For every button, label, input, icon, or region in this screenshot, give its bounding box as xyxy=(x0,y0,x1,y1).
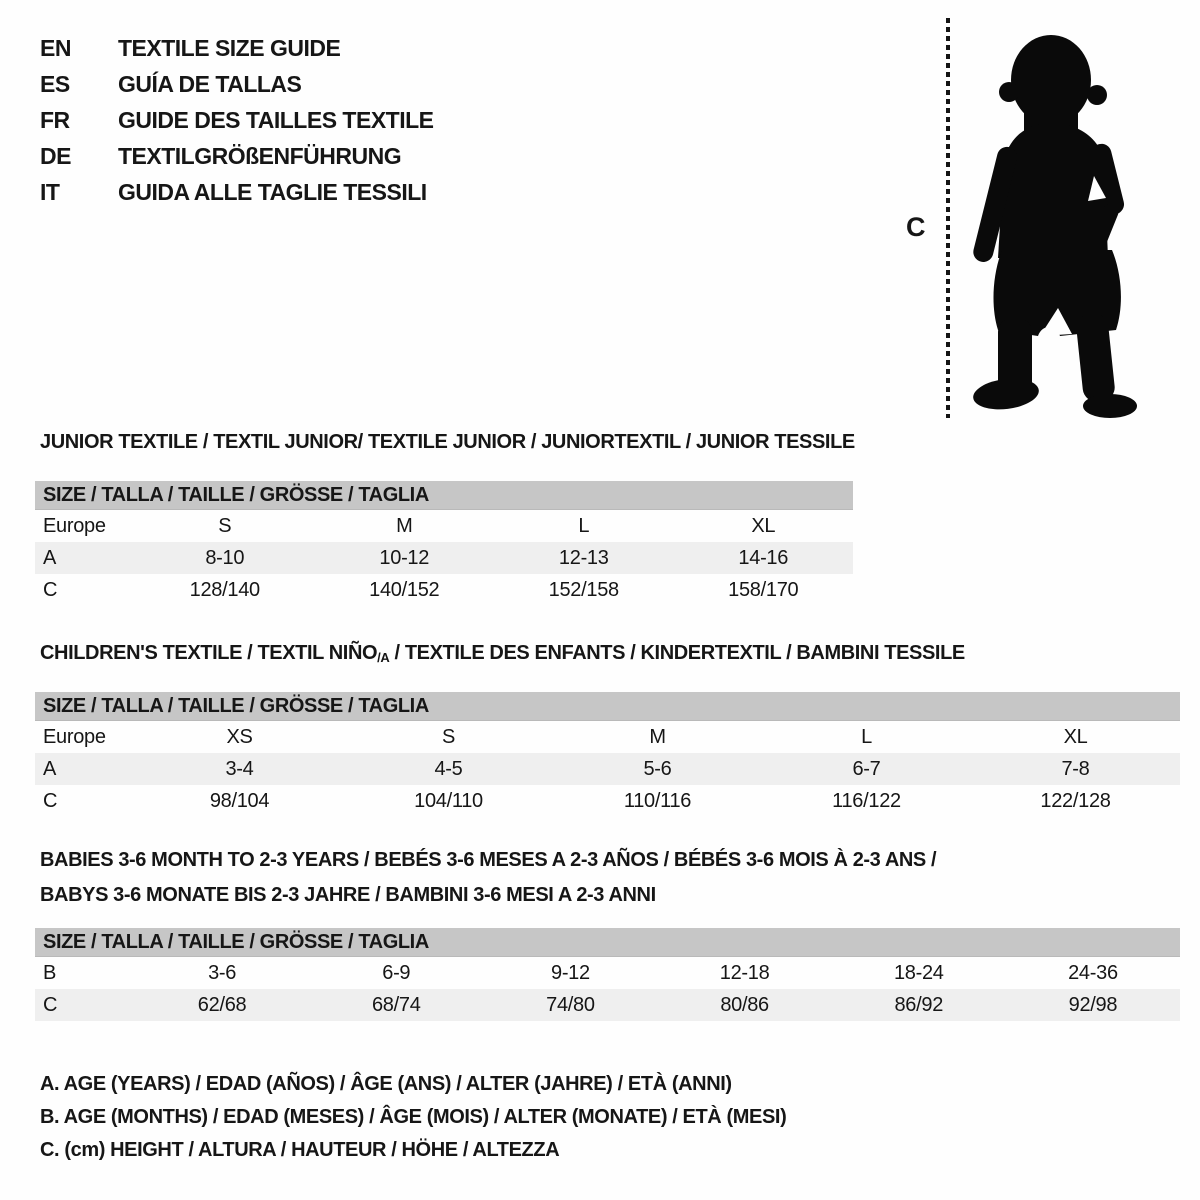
table-row-europe xyxy=(35,510,853,542)
language-row-es xyxy=(40,66,434,102)
table-cell: M xyxy=(649,725,666,748)
language-code: DE xyxy=(40,142,71,169)
legend-line-b: B. AGE (MONTHS) / EDAD (MESES) / ÂGE (MOIS) / ALTER (MONATE) / ETÀ (MESI) xyxy=(40,1106,787,1128)
language-code: IT xyxy=(40,178,60,205)
language-row-de xyxy=(40,138,434,174)
table-cell: 4-5 xyxy=(434,757,463,780)
table-cell: 140/152 xyxy=(369,578,440,601)
table-cell: 9-12 xyxy=(551,961,590,984)
language-row-en xyxy=(40,30,434,66)
language-label: GUÍA DE TALLAS xyxy=(118,70,302,97)
table-cell: 3-4 xyxy=(225,757,254,780)
junior-section-title: JUNIOR TEXTILE / TEXTIL JUNIOR/ TEXTILE JUNIOR / JUNIORTEXTIL / JUNIOR TESSILE xyxy=(40,431,855,453)
table-row-b xyxy=(35,957,1180,989)
table-cell: L xyxy=(578,514,590,537)
toddler-silhouette-image xyxy=(958,18,1140,418)
children-section-title xyxy=(40,642,965,665)
table-cell: S xyxy=(441,725,456,748)
table-cell: XS xyxy=(226,725,253,748)
row-label: B xyxy=(43,961,57,984)
row-label: C xyxy=(43,993,58,1016)
table-cell: 104/110 xyxy=(414,789,483,812)
language-code: FR xyxy=(40,106,70,133)
table-cell: 86/92 xyxy=(894,993,944,1016)
table-cell: M xyxy=(396,514,413,537)
table-cell: L xyxy=(861,725,872,748)
children-title-post: / TEXTILE DES ENFANTS / KINDERTEXTIL / BAMBINI TESSILE xyxy=(389,642,965,664)
table-cell: XL xyxy=(751,514,776,537)
table-cell: 122/128 xyxy=(1040,789,1111,812)
size-header-row: SIZE / TALLA / TAILLE / GRÖSSE / TAGLIA xyxy=(35,692,1180,721)
legend-line-c: C. (cm) HEIGHT / ALTURA / HAUTEUR / HÖHE / ALTEZZA xyxy=(40,1139,560,1161)
language-code: EN xyxy=(40,34,71,61)
row-label: C xyxy=(43,789,58,812)
row-label: A xyxy=(43,757,57,780)
table-cell: 80/86 xyxy=(720,993,769,1016)
language-row-it xyxy=(40,174,434,210)
table-cell: 68/74 xyxy=(371,993,421,1016)
table-cell: 116/122 xyxy=(832,789,901,812)
table-cell: 12-13 xyxy=(558,546,609,569)
table-cell: 5-6 xyxy=(643,757,672,780)
table-cell: 7-8 xyxy=(1061,757,1090,780)
row-label: Europe xyxy=(43,514,106,537)
table-row-europe xyxy=(35,721,1180,753)
language-label: TEXTILGRÖßENFÜHRUNG xyxy=(118,142,402,169)
size-header-row: SIZE / TALLA / TAILLE / GRÖSSE / TAGLIA xyxy=(35,481,853,510)
table-cell: 62/68 xyxy=(197,993,247,1016)
babies-size-table xyxy=(35,928,1180,1021)
row-label: A xyxy=(43,546,57,569)
height-measure-label: C xyxy=(906,212,926,242)
babies-section-title-line2: BABYS 3-6 MONATE BIS 2-3 JAHRE / BAMBINI 3-6 MESI A 2-3 ANNI xyxy=(40,884,656,906)
junior-size-table xyxy=(35,481,853,606)
language-code: ES xyxy=(40,70,70,97)
table-cell: 98/104 xyxy=(209,789,270,812)
table-row-a xyxy=(35,753,1180,785)
table-cell: 8-10 xyxy=(205,546,245,569)
table-cell: 12-18 xyxy=(719,961,770,984)
table-cell: 158/170 xyxy=(728,578,799,601)
table-cell: 6-7 xyxy=(852,757,881,780)
language-row-fr xyxy=(40,102,434,138)
table-cell: 128/140 xyxy=(189,578,260,601)
table-cell: 24-36 xyxy=(1068,961,1118,984)
children-size-table xyxy=(35,692,1180,817)
children-title-subscript: /A xyxy=(377,650,390,665)
table-cell: 3-6 xyxy=(208,961,237,984)
language-title-list xyxy=(40,30,434,210)
row-label: Europe xyxy=(43,725,106,748)
table-row-c xyxy=(35,785,1180,817)
table-cell: 74/80 xyxy=(546,993,595,1016)
table-row-c xyxy=(35,989,1180,1021)
babies-section-title-line1: BABIES 3-6 MONTH TO 2-3 YEARS / BEBÉS 3-6 MESES A 2-3 AÑOS / BÉBÉS 3-6 MOIS À 2-3 ANS / xyxy=(40,849,937,871)
table-cell: 110/116 xyxy=(623,789,692,812)
height-measure-dashed-line xyxy=(946,18,950,418)
table-cell: 14-16 xyxy=(738,546,789,569)
table-cell: S xyxy=(218,514,232,537)
table-cell: XL xyxy=(1063,725,1088,748)
table-cell: 10-12 xyxy=(379,546,430,569)
table-cell: 92/98 xyxy=(1068,993,1118,1016)
table-row-c xyxy=(35,574,853,606)
language-label: GUIDE DES TAILLES TEXTILE xyxy=(118,106,434,133)
table-row-a xyxy=(35,542,853,574)
language-label: GUIDA ALLE TAGLIE TESSILI xyxy=(118,178,427,205)
size-header-row: SIZE / TALLA / TAILLE / GRÖSSE / TAGLIA xyxy=(35,928,1180,957)
language-label: TEXTILE SIZE GUIDE xyxy=(118,34,341,61)
table-cell: 6-9 xyxy=(382,961,411,984)
children-title-pre: CHILDREN'S TEXTILE / TEXTIL NIÑO xyxy=(40,642,378,664)
table-cell: 18-24 xyxy=(893,961,944,984)
table-cell: 152/158 xyxy=(548,578,619,601)
legend-line-a: A. AGE (YEARS) / EDAD (AÑOS) / ÂGE (ANS) / ALTER (JAHRE) / ETÀ (ANNI) xyxy=(40,1073,732,1095)
row-label: C xyxy=(43,578,58,601)
